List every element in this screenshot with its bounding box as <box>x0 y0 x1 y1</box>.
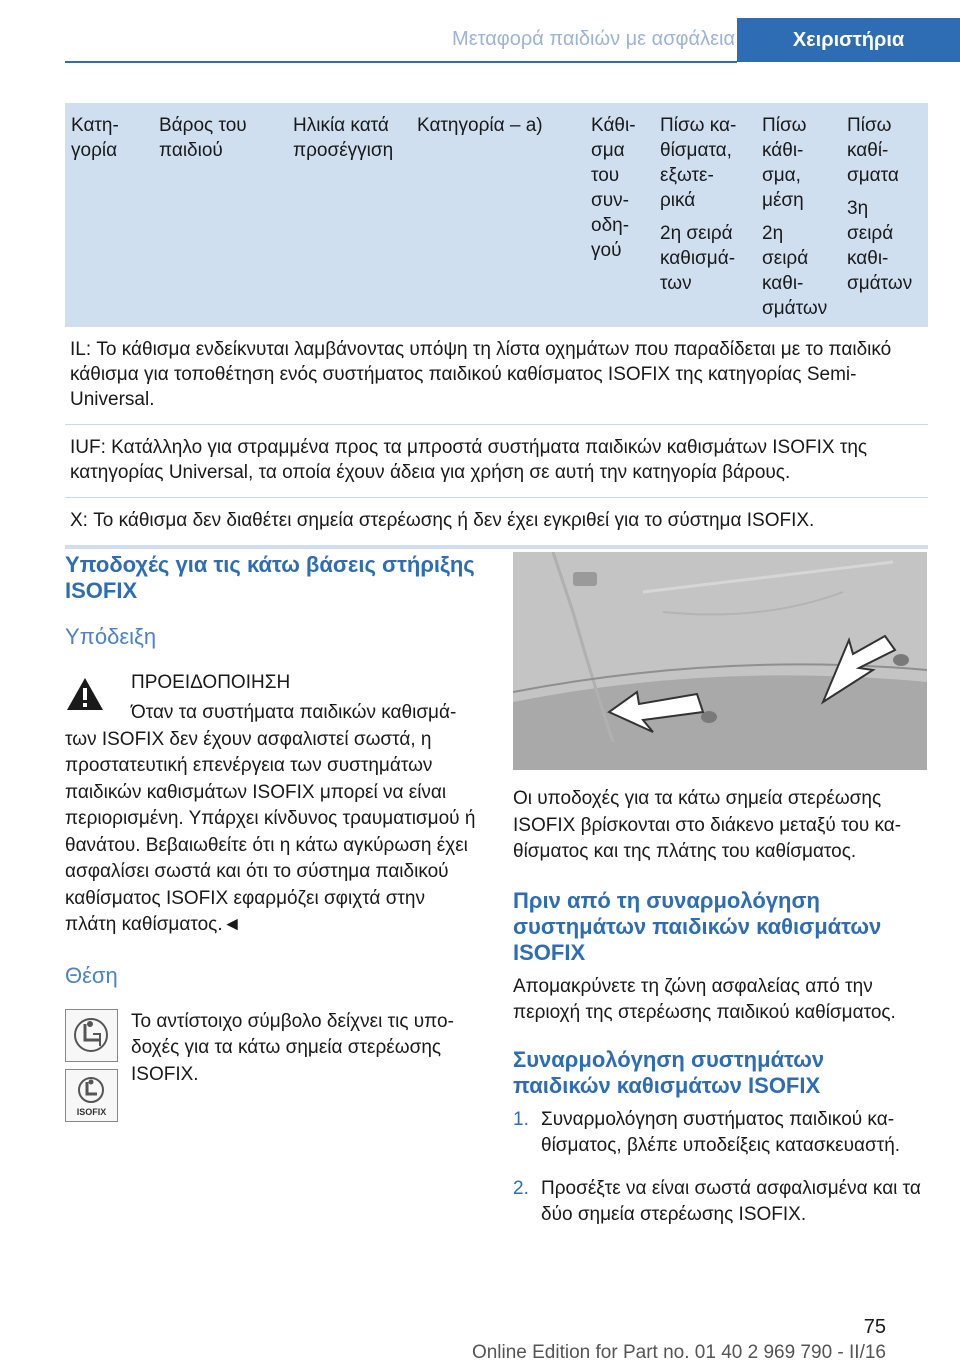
position-text: Το αντίστοιχο σύμβολο δείχνει τις υποδοχές για τα κάτω σημεία στερέωσης ISOFIX. <box>131 1010 454 1085</box>
header-rule <box>65 61 737 63</box>
edition-text: Online Edition for Part no. 01 40 2 969 790 - II/16 <box>471 1342 886 1363</box>
isofix-seat-symbol-icon <box>65 1009 118 1062</box>
col-category: Κατη- γορία <box>71 115 119 161</box>
col-weight: Βάρος του παιδιού <box>159 115 247 161</box>
isofix-heading: Υποδοχές για τις κάτω βάσεις στήριξης ISOFIX <box>65 552 475 603</box>
note-heading: Υπόδειξη <box>65 624 157 649</box>
section-title: Μεταφορά παιδιών με ασφάλεια <box>452 28 735 50</box>
page-header <box>0 0 960 62</box>
isofix-anchor-photo <box>513 552 927 770</box>
isofix-table <box>65 103 928 549</box>
warning-icon <box>65 676 105 712</box>
note-x: X: Το κάθισμα δεν διαθέτει σημεία στερέωσης ή δεν έχει εγκριθεί για το σύστημα ISOFIX. <box>65 498 928 549</box>
col-age: Ηλικία κατά προσέγγιση <box>293 115 394 161</box>
col-class: Κατηγορία – a) <box>417 115 543 136</box>
table-header <box>65 103 928 327</box>
position-block <box>65 1009 479 1117</box>
list-item: 2. Προσέξτε να είναι σωστά ασφαλισμένα και τα δύο σημεία στερέωσης ISOFIX. <box>513 1177 921 1225</box>
left-column <box>65 552 479 1117</box>
isofix-labeled-symbol-icon <box>65 1069 118 1122</box>
assembly-heading: Συναρμολόγηση συστημάτων παιδικών καθισμάτων ISOFIX <box>513 1046 825 1098</box>
list-item: 1. Συναρμολόγηση συστήματος παιδικού καθίσματος, βλέπε υποδείξεις κατασκευαστή. <box>513 1108 901 1156</box>
note-iuf: IUF: Κατάλληλο για στραμμένα προς τα μπροστά συστήματα παιδικών καθισμάτων ISOFIX της κατηγορίας Universal, τα οποία έχουν άδεια για χρήση σε αυτή την κατηγορία βάρους. <box>65 425 928 498</box>
col-rear-outer: Πίσω κα- θίσματα, εξωτε- ρικά 2η σειρά καθισμά- των <box>660 115 737 294</box>
warning-text: Όταν τα συστήματα παιδικών καθισμάτων ISOFIX δεν έχουν ασφαλιστεί σωστά, η προστατευτική επενέργεια των συστημάτων παιδικών καθισμάτων ISOFIX μπορεί να είναι περιορισμένη. Υπάρχει κίνδυνος τραυματισμού ή θανάτου. Βεβαιωθείτε ότι η κάτω αγκύρωση έχει ασφαλίσει σωστά και ότι το σύστημα παιδικού καθίσματος ISOFIX εφαρμόζει σφιχτά στην πλάτη καθίσματος.◄ <box>65 702 476 935</box>
note-il: IL: Το κάθισμα ενδείκνυται λαμβάνοντας υπόψη τη λίστα οχημάτων που παραδίδεται με το παιδικό κάθισμα για τοποθέτηση ενός συστήματος παιδικού καθίσματος ISOFIX της κατηγορίας Semi-Universal. <box>65 327 928 425</box>
photo-caption: Οι υποδοχές για τα κάτω σημεία στερέωσης ISOFIX βρίσκονται στο διάκενο μεταξύ του καθίσματος και της πλάτης του καθίσματος. <box>513 788 902 862</box>
col-rear-middle: Πίσω κάθι- σμα, μέση 2η σειρά καθι- σμάτων <box>762 115 828 319</box>
right-column <box>513 552 927 1245</box>
position-heading: Θέση <box>65 962 118 988</box>
assembly-steps <box>513 1107 927 1229</box>
svg-text:ISOFIX: ISOFIX <box>76 1106 107 1117</box>
chapter-tab: Χειριστήρια <box>737 18 960 62</box>
warning-block <box>65 670 479 939</box>
before-assembly-text: Απομακρύνετε τη ζώνη ασφαλείας από την περιοχή της στερέωσης παιδικού καθίσματος. <box>513 975 896 1023</box>
col-driver-seat: Κάθι- σμα του συν- οδη- γού <box>591 115 636 261</box>
page-number: 75 <box>863 1316 886 1338</box>
col-third-row: Πίσω καθί- σματα 3η σειρά καθι- σμάτων <box>847 115 913 294</box>
before-assembly-heading: Πριν από τη συναρμολόγηση συστημάτων παιδικών καθισμάτων ISOFIX <box>513 887 882 965</box>
warning-title: ΠΡΟΕΙΔΟΠΟΙΗΣΗ <box>131 672 291 693</box>
